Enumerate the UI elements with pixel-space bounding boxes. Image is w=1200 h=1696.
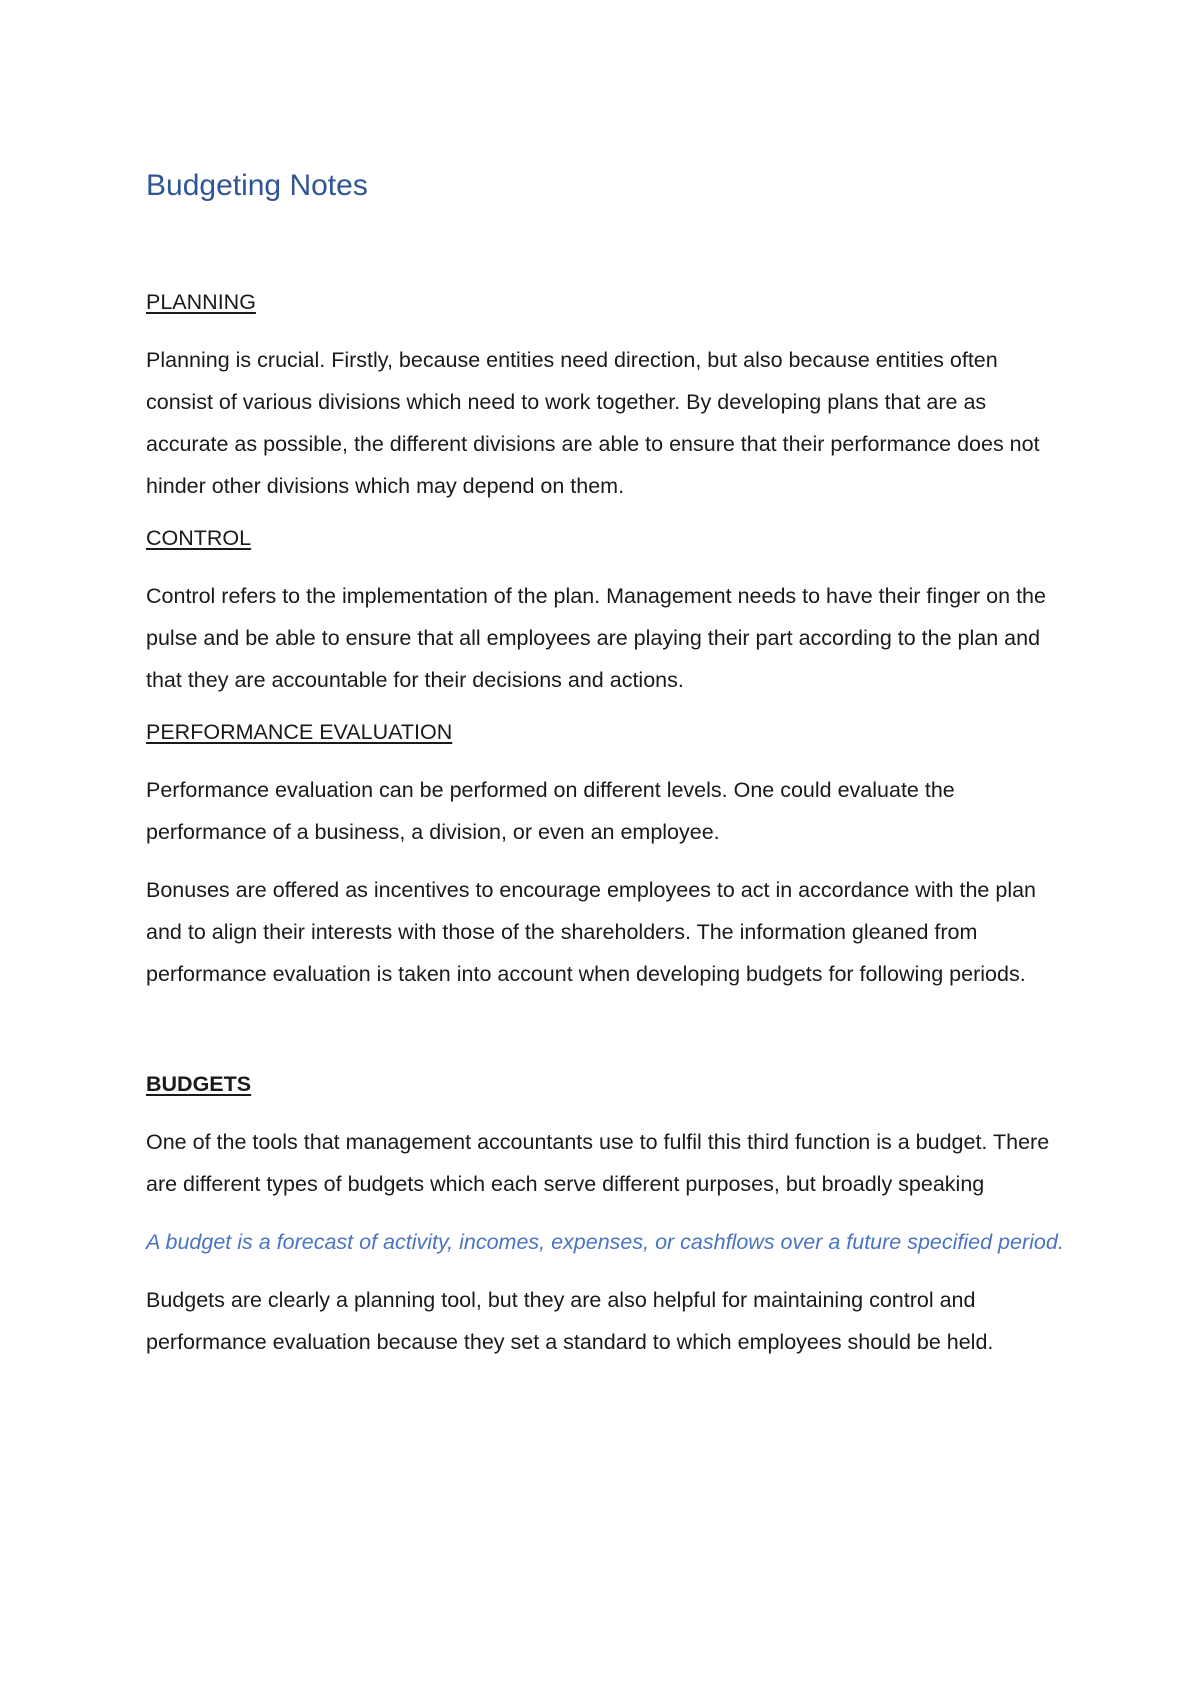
budget-definition-quote: A budget is a forecast of activity, incomes, expenses, or cashflows over a future specified period. xyxy=(146,1230,1064,1255)
paragraph-planning: Planning is crucial. Firstly, because entities need direction, but also because entities often consist of various divisions which need to work together. By developing plans that are as accurate as possible, the different divisions are able to ensure that their performance does not hinder other divisions which may depend on them. xyxy=(146,348,1040,499)
section-control xyxy=(146,523,1066,701)
heading-performance-evaluation: PERFORMANCE EVALUATION xyxy=(146,720,453,745)
section-spacer xyxy=(146,1011,1066,1069)
heading-control: CONTROL xyxy=(146,526,252,551)
heading-budgets: BUDGETS xyxy=(146,1072,252,1097)
document-page xyxy=(146,166,1066,1379)
section-performance-evaluation xyxy=(146,717,1066,995)
paragraph-budgets-2: Budgets are clearly a planning tool, but they are also helpful for maintaining control and performance evaluation because they set a standard to which employees should be held. xyxy=(146,1288,994,1355)
paragraph-control: Control refers to the implementation of the plan. Management needs to have their finger on the pulse and be able to ensure that all employees are playing their part according to the plan and that they are accountable for their decisions and actions. xyxy=(146,584,1046,693)
page-title: Budgeting Notes xyxy=(146,169,368,202)
paragraph-performance-1: Performance evaluation can be performed on different levels. One could evaluate the performance of a business, a division, or even an employee. xyxy=(146,778,955,845)
paragraph-budgets-1: One of the tools that management accountants use to fulfil this third function is a budget. There are different types of budgets which each serve different purposes, but broadly speaking xyxy=(146,1130,1050,1197)
section-budgets xyxy=(146,1069,1066,1363)
heading-planning: PLANNING xyxy=(146,290,256,314)
paragraph-performance-2: Bonuses are offered as incentives to encourage employees to act in accordance with the plan and to align their interests with those of the shareholders. The information gleaned from performance evaluation is taken into account when developing budgets for following periods. xyxy=(146,878,1037,987)
section-planning xyxy=(146,287,1066,507)
